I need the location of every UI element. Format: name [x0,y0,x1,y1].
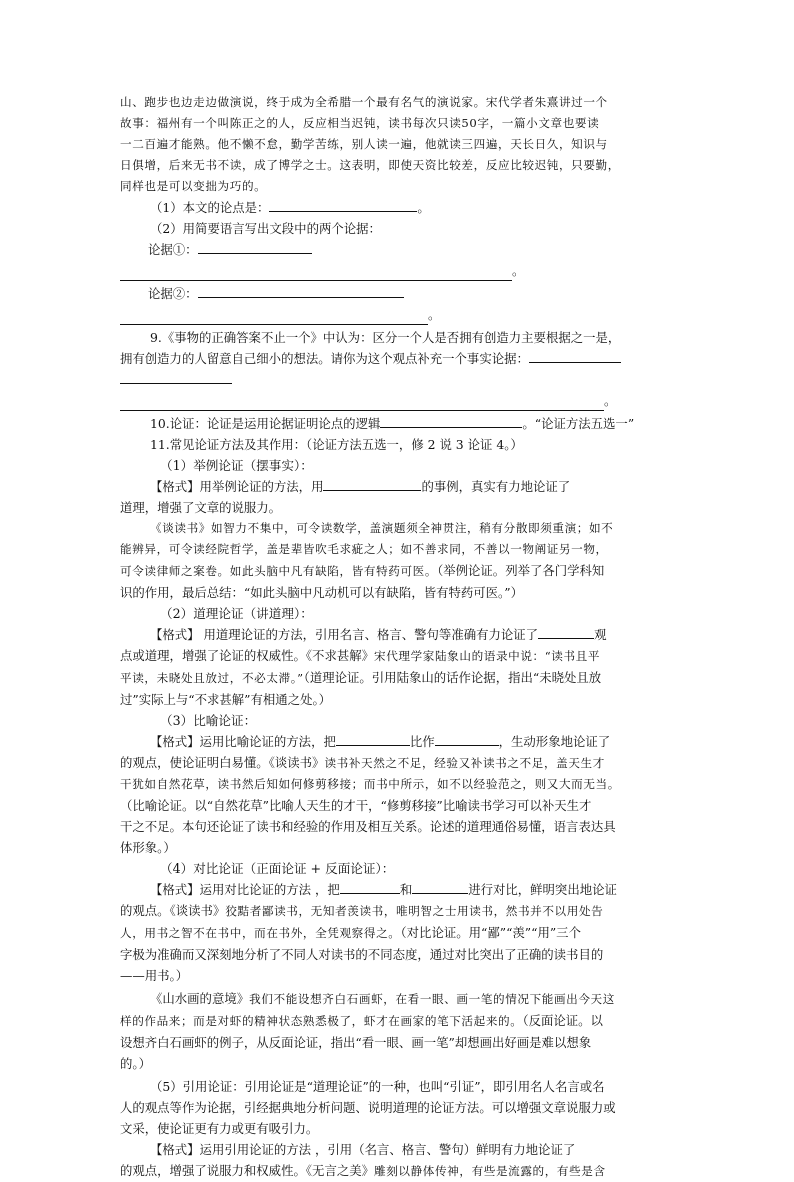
text-line: 同样也是可以变拙为巧的。 [120,179,267,193]
answer-blank[interactable] [120,369,232,384]
method-1-title: （1）举例论证（摆事实）： [160,458,313,473]
method-4-example [120,1010,682,1032]
analysis-text: （举例论证。列举了各门学科知 [437,563,605,578]
document-page [120,92,682,1182]
method-5-desc: 人的观点等作为论据，引经据典地分析问题、说明道理的论证方法。可以增强文章说服力或 [120,1100,616,1115]
answer-blank[interactable] [198,283,404,298]
argument-2 [120,283,682,304]
method-1-format [120,476,682,497]
method-1-example: 识的作用，最后总结：“如此头脑中凡动机可以有缺陷，皆有特药可医。”） [120,585,523,600]
method-3-line: 体形象。） [120,840,176,855]
question-11: 11.常见论证方法及其作用：（论证方法五选一，修 2 说 3 论证 4。） [150,437,523,452]
method-4-example: 设想齐白石画虾的例子，从反面论证，指出“看一眼、画一笔”却想画出好画是难以想象 [120,1035,592,1050]
period: 。 [417,200,430,215]
method-4-example: 的。） [120,1056,151,1071]
method-1-example: 能辨异，可令读经院哲学，盖是辈皆吹毛求疵之人；如不善求同，不善以一物阐证另一物， [120,542,608,556]
text-line: 故事：福州有一个叫陈正之的人，反应相当迟钝，读书每次只读50字，一篇小文章也要读 [120,116,600,130]
method-4-format [120,879,682,900]
method-5-desc: 文采，使论证更有力或更有吸引力。 [120,1121,319,1136]
analysis-text: （对比论证。用“鄙”“羡”“用”三个 [400,925,581,940]
method-2-title: （2）道理论证（讲道理）： [160,606,313,621]
answer-blank[interactable] [538,624,594,639]
quote-text: 宋代理学家陆象山的语录中说：“读书且平 [374,649,601,663]
analysis-text: （反面论证。以 [522,1013,603,1028]
argument-2-line [120,304,682,325]
method-5-desc: （5）引用论证：引用论证是“道理论证”的一种，也叫“引证”，即引用名人名言或名 [150,1079,605,1094]
text-line: 山、跑步也边走边做演说，终于成为全希腊一个最有名气的演说家。宋代学者朱熹讲过一个 [120,95,608,109]
answer-blank[interactable] [380,413,522,428]
question-9-line3 [120,369,682,390]
period: 。 [428,307,441,322]
top-paragraph [120,92,682,197]
answer-blank[interactable] [336,731,410,746]
format-text: 和 [399,882,413,897]
method-3-line: 干犹如自然花草，读书然后知如何修剪移接；而书中所示，如不以经验范之，则又大而无当。 [120,777,620,791]
answer-blank[interactable] [120,310,428,325]
method-4-line: 字极为准确而又深刻地分析了不同人对读书的不同态度，通过对比突出了正确的读书目的 [120,947,604,962]
method-4-line [120,922,682,944]
question-9-line4 [120,390,682,411]
question-2: （2）用简要语言写出文段中的两个论据： [150,221,381,236]
question-9-line1: 9.《事物的正确答案不止一个》中认为：区分一个人是否拥有创造力主要根据之一是， [150,330,621,345]
format-text: ，生动形象地论证了 [498,734,611,749]
period: 。 [604,393,617,408]
answer-blank[interactable] [269,197,417,212]
method-3-format [120,731,682,752]
quote-text: 人，用书之智不在书中，而在书外，全凭观察得之。 [120,926,401,940]
answer-blank[interactable] [529,348,621,363]
method-1-format-line2: 道理，增强了文章的说服力。 [120,500,282,515]
question-10-text: 10.论证：论证是运用论据证明论点的逻辑 [150,416,381,431]
method-4-line: ——用书。） [120,968,189,983]
format-text: 【格式】运用比喻论证的方法，把 [150,734,336,749]
answer-blank[interactable] [435,731,499,746]
quote-text: 雕刻以静体传神，有些是流露的，有些是含 [374,1164,606,1178]
quote-text: 读书补天然之不足，经验又补读书之不足，盖天生才 [324,756,605,770]
format-text: 《山水画的意境》 [150,991,250,1006]
quote-text: 样的作品来；而是对虾的精神状态熟悉极了，虾才在画家的笔下活起来的。 [120,1014,523,1028]
argument-1 [120,239,682,260]
quote-text: 我们不能设想齐白石画虾，在看一眼、画一笔的情况下能画出今天这 [249,992,615,1006]
question-10 [120,413,682,434]
method-4-title: （4）对比论证（正面论证 + 反面论证）： [160,861,395,876]
method-2-line [120,667,682,689]
method-4-example [120,988,682,1010]
format-text: 观 [594,627,607,642]
text-line: 一二百遍才能熟。他不懒不怠，勤学苦练，别人读一遍，他就读三四遍，天长日久，知识与 [120,137,608,151]
method-3-title: （3）比喻论证： [160,713,257,728]
method-3-line: （比喻论证。以“自然花草”比喻人天生的才干，“修剪移接”比喻读书学习可以补天生才 [120,798,592,813]
answer-blank[interactable] [412,879,468,894]
method-5-line [120,1160,682,1182]
text-line: 日俱增，后来无书不读，成了博学之士。这表明，即使天资比较差，反应比较迟钝，只要勤， [120,158,620,172]
argument-1-label: 论据①： [148,242,198,257]
quote-text: 平读，未晓处且放过，不必太滞。” [120,671,304,685]
format-text: 的观点，使论证明白易懂。《谈读书》 [120,755,325,770]
analysis-text: （道理论证。引用陆象山的话作论据，指出“未晓处且放 [303,670,602,685]
answer-blank[interactable] [323,476,421,491]
question-10-tail: 。“论证方法五选一” [522,416,635,431]
answer-blank[interactable] [120,266,512,281]
answer-blank[interactable] [198,239,312,254]
answer-blank[interactable] [340,879,400,894]
format-text: 的观点。《谈读书》 [120,903,226,918]
argument-1-line [120,260,682,281]
method-1-example [120,560,682,582]
format-text: 进行对比，鲜明突出地论证 [468,882,617,897]
quote-text: 狡黠者鄙读书，无知者羡读书，唯明智之士用读书，然书并不以用处告 [225,904,604,918]
method-2-format [120,624,682,645]
format-text: 【格式】用举例论证的方法，用 [150,479,324,494]
format-text: 比作 [409,734,435,749]
format-text: 【格式】 用道理论证的方法，引用名言、格言、警句等准确有力论证了 [150,627,539,642]
quote-text: 可令读律师之案卷。如此头脑中凡有缺陷，皆有特药可医。 [120,564,438,578]
method-3-line [120,752,682,774]
question-9-line2 [120,348,682,369]
format-text: 【格式】运用对比论证的方法 ，把 [150,882,340,897]
method-2-line: 过”实际上与“不求甚解”有相通之处。） [120,692,332,707]
answer-blank[interactable] [120,396,604,411]
method-1-example: 《谈读书》如智力不集中，可令读数学，盖演题须全神贯注，稍有分散即须重演；如不 [150,521,614,535]
period: 。 [512,263,525,278]
question-9-text: 拥有创造力的人留意自己细小的想法。请你为这个观点补充一个事实论据： [120,351,529,366]
method-3-line: 干之不足。本句还论证了读书和经验的作用及相互关系。论述的道理通俗易懂，语言表达具 [120,819,616,834]
method-2-line [120,645,682,667]
format-text: 点或道理，增强了论证的权威性。《不求甚解》 [120,648,375,663]
method-5-format: 【格式】运用引用论证的方法 ，引用（名言、格言、警句）鲜明有力地论证了 [150,1142,576,1157]
format-text: 的事例，真实有力地论证了 [421,479,571,494]
question-1 [120,197,682,218]
format-text: 的观点，增强了说服力和权威性。《无言之美》 [120,1163,375,1178]
argument-2-label: 论据②： [148,286,198,301]
question-1-label: （1）本文的论点是： [150,200,270,215]
method-4-line [120,900,682,922]
